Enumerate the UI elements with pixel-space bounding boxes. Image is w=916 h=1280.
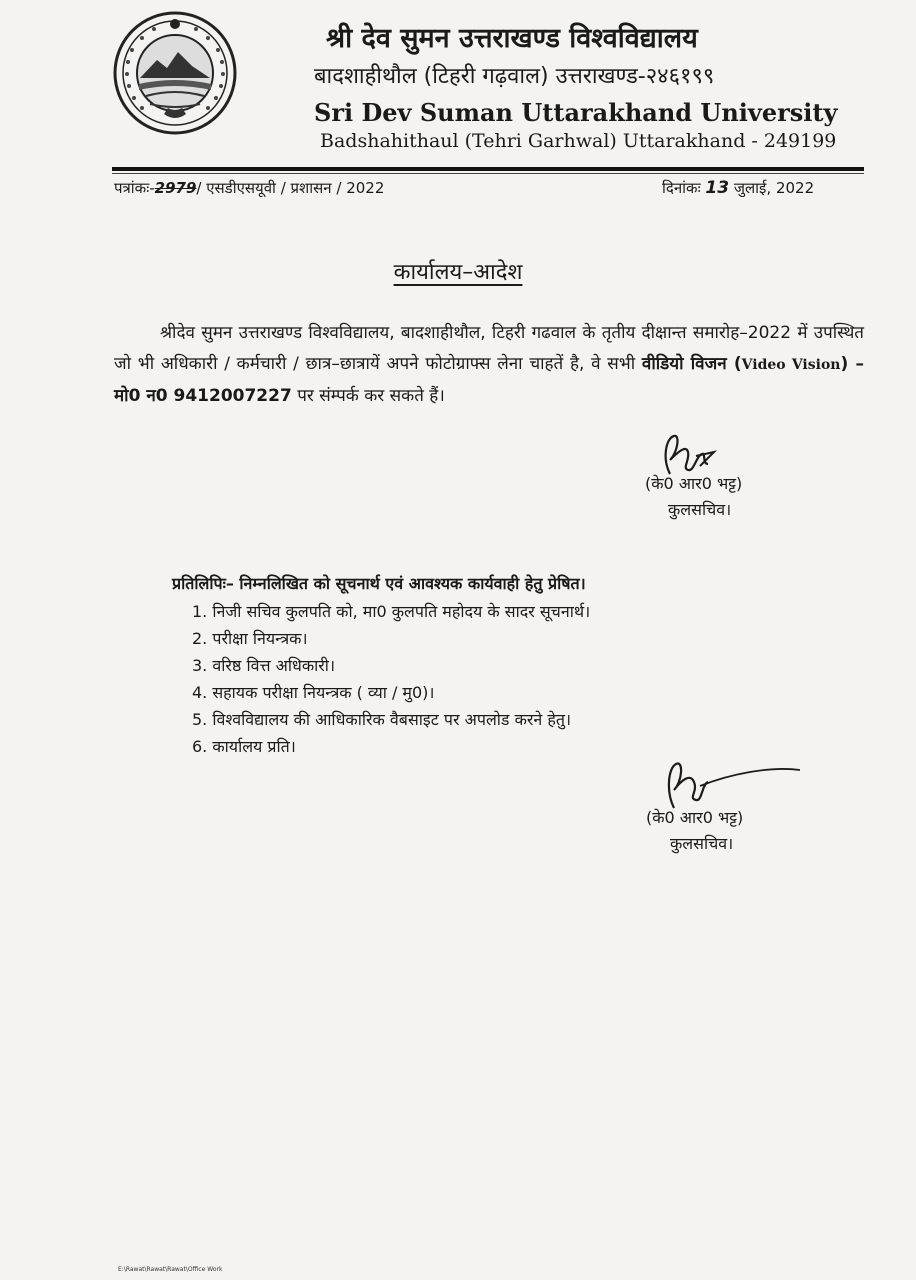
list-item: 2. परीक्षा नियन्त्रक।: [192, 629, 308, 648]
order-heading: [0, 256, 916, 286]
list-item: 4. सहायक परीक्षा नियन्त्रक ( व्या / मु0)।: [192, 683, 435, 702]
list-item: 6. कार्यालय प्रति।: [192, 737, 296, 756]
body-text-2: पर संम्पर्क कर सकते हैं।: [297, 386, 445, 406]
letter-date: [662, 178, 814, 198]
list-item: 1. निजी सचिव कुलपति को, मा0 कुलपति महोदय के सादर सूचनार्थ।: [192, 602, 591, 621]
header-divider: [112, 167, 864, 171]
body-latin: Video Vision: [741, 357, 841, 373]
date-handwritten-day: 13: [705, 178, 730, 198]
order-body: [114, 318, 864, 412]
signatory-1-name: (के0 आर0 भट्ट): [645, 474, 743, 493]
date-rest: जुलाई, 2022: [733, 179, 815, 197]
copy-to-list: [192, 598, 590, 760]
list-item: 3. वरिष्ठ वित्त अधिकारी।: [192, 656, 336, 675]
reference-handwritten-number: 2979: [154, 179, 197, 197]
reference-number: [114, 178, 384, 198]
body-bold-1: वीडियो विजन (: [641, 354, 742, 374]
copy-to-heading: प्रतिलिपिः– निम्नलिखित को सूचनार्थ एवं आवश्यक कार्यवाही हेतु प्रेषित।: [172, 574, 586, 593]
university-address-hindi: बादशाहीथौल (टिहरी गढ़वाल) उत्तराखण्ड-२४६१९९: [314, 64, 715, 89]
list-item: 5. विश्वविद्यालय की आधिकारिक वैबसाइट पर अपलोड करने हेतु।: [192, 710, 572, 729]
footer-file-path: E:\Rawat\Rawat\Rawat\Office Work: [118, 1266, 223, 1273]
university-address-english: Badshahithaul (Tehri Garhwal) Uttarakhand - 249199: [320, 130, 837, 152]
reference-label: पत्रांकः-: [114, 179, 155, 197]
university-name-hindi: श्री देव सुमन उत्तराखण्ड विश्वविद्यालय: [326, 23, 698, 54]
body-text-1: श्रीदेव सुमन उत्तराखण्ड विश्वविद्यालय, बादशाहीथौल, टिहरी गढवाल के तृतीय दीक्षान्त समारोह–2022 में उपस्थित जो भी अधिकारी / कर्मचारी / छात्र–छात्रायें अपने फोटोग्राफ्स लेना चाहतें है, वे सभी: [114, 323, 864, 374]
university-emblem-icon: [112, 10, 238, 136]
signature-2: [640, 752, 810, 814]
signatory-2-name: (के0 आर0 भट्ट): [646, 808, 744, 827]
date-label: दिनांकः: [662, 179, 701, 197]
signatory-2-designation: कुलसचिव।: [670, 834, 734, 853]
header-divider-thin: [112, 173, 864, 174]
body-bold-2: ) – मो0 न0 9412007227: [114, 354, 864, 406]
university-name-english: Sri Dev Suman Uttarakhand University: [314, 98, 838, 127]
order-heading-text: कार्यालय–आदेश: [393, 260, 523, 285]
signatory-1-designation: कुलसचिव।: [668, 500, 732, 519]
reference-rest: / एसडीएसयूवी / प्रशासन / 2022: [196, 179, 385, 197]
